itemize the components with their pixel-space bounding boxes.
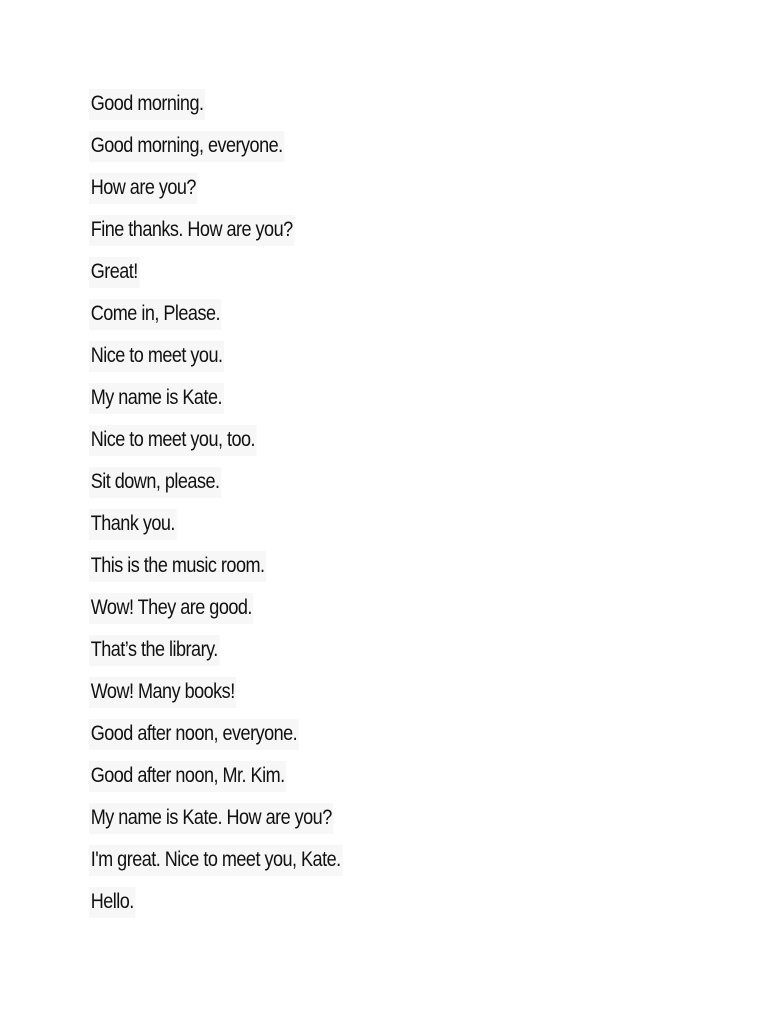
dialogue-line (89, 677, 384, 719)
dialogue-line-text: Nice to meet you. (89, 341, 224, 372)
dialogue-line-text: Come in, Please. (89, 299, 222, 330)
dialogue-line (89, 173, 384, 215)
dialogue-line-text: How are you? (89, 173, 198, 204)
dialogue-line (89, 257, 384, 299)
dialogue-lines (89, 89, 384, 929)
dialogue-line-text: My name is Kate. How are you? (89, 803, 333, 834)
dialogue-line-text: Good morning. (89, 89, 205, 120)
dialogue-line-text: Thank you. (89, 509, 177, 540)
dialogue-line (89, 761, 384, 803)
dialogue-line-text: This is the music room. (89, 551, 266, 582)
dialogue-line (89, 509, 384, 551)
dialogue-line (89, 89, 384, 131)
dialogue-line-text: Good after noon, everyone. (89, 719, 299, 750)
dialogue-line (89, 845, 384, 887)
dialogue-line-text: My name is Kate. (89, 383, 224, 414)
dialogue-line-text: Nice to meet you, too. (89, 425, 257, 456)
dialogue-line-text: Fine thanks. How are you? (89, 215, 294, 246)
dialogue-line-text: Good morning, everyone. (89, 131, 284, 162)
dialogue-line (89, 551, 384, 593)
dialogue-line-text: That’s the library. (89, 635, 219, 666)
dialogue-line (89, 299, 384, 341)
dialogue-line-text: Good after noon, Mr. Kim. (89, 761, 286, 792)
dialogue-line (89, 425, 384, 467)
dialogue-line (89, 467, 384, 509)
dialogue-line (89, 887, 384, 929)
dialogue-line-text: Wow! Many books! (89, 677, 236, 708)
dialogue-line-text: Hello. (89, 887, 136, 918)
dialogue-line-text: I'm great. Nice to meet you, Kate. (89, 845, 342, 876)
dialogue-line (89, 131, 384, 173)
dialogue-line (89, 215, 384, 257)
dialogue-line (89, 719, 384, 761)
dialogue-line-text: Wow! They are good. (89, 593, 254, 624)
dialogue-line-text: Sit down, please. (89, 467, 221, 498)
dialogue-line-text: Great! (89, 257, 140, 288)
dialogue-line (89, 635, 384, 677)
dialogue-line (89, 341, 384, 383)
dialogue-line (89, 803, 384, 845)
dialogue-line (89, 383, 384, 425)
dialogue-line (89, 593, 384, 635)
